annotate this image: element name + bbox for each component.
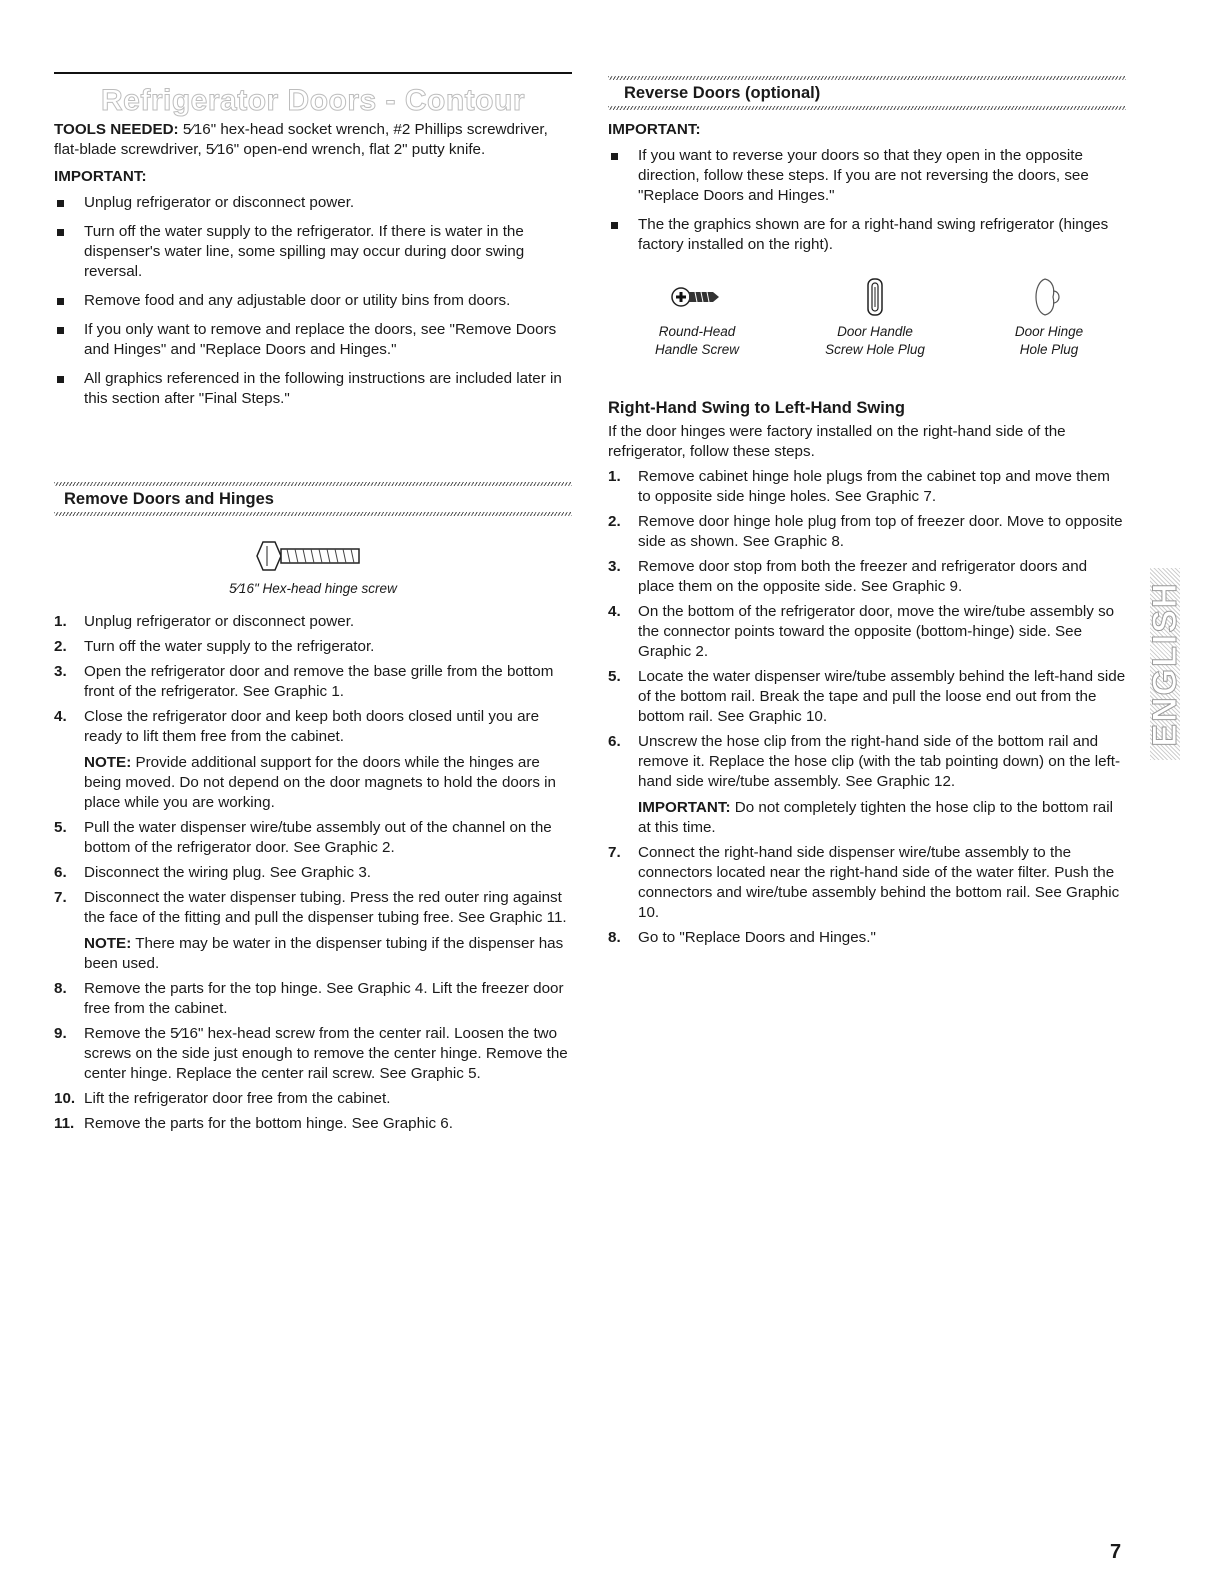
part-door-handle-plug: Door Handle Screw Hole Plug bbox=[800, 275, 950, 359]
step-text: Locate the water dispenser wire/tube assembly behind the left-hand side of the bottom rail. Break the tape and pull the loose end out from the bottom rail. See Graphic 10. bbox=[638, 668, 1126, 725]
step-text: On the bottom of the refrigerator door, move the wire/tube assembly so the connector points toward the opposite (bottom-hinge) side. See Graphic 2. bbox=[638, 603, 1115, 660]
bullet-item: If you only want to remove and replace the doors, see "Remove Doors and Hinges" and "Replace Doors and Hinges." bbox=[54, 320, 572, 360]
step-number: 2. bbox=[54, 638, 67, 655]
reverse-bullets bbox=[608, 146, 1126, 255]
step-number: 11. bbox=[54, 1115, 75, 1132]
step-text: Disconnect the water dispenser tubing. Press the red outer ring against the face of the fitting and pull the dispenser tubing free. See Graphic 11. bbox=[84, 889, 567, 926]
step-item bbox=[54, 662, 572, 702]
top-rule bbox=[54, 72, 572, 74]
important-heading: IMPORTANT: bbox=[54, 168, 147, 185]
hatch-rule bbox=[54, 512, 572, 516]
step-item bbox=[54, 818, 572, 858]
step-number: 9. bbox=[54, 1025, 67, 1042]
step-item bbox=[54, 1114, 572, 1134]
language-tab: ENGLISH bbox=[1150, 568, 1180, 760]
step-number: 6. bbox=[54, 864, 67, 881]
part-door-hinge-plug: Door Hinge Hole Plug bbox=[974, 275, 1124, 359]
swing-steps bbox=[608, 467, 1126, 948]
step-item bbox=[608, 557, 1126, 597]
step-item bbox=[608, 732, 1126, 838]
tools-needed: TOOLS NEEDED: 5⁄16" hex-head socket wrench, #2 Phillips screwdriver, flat-blade screwdriver, 5⁄16" open-end wrench, flat 2" putty knife. bbox=[54, 121, 548, 158]
page-number: 7 bbox=[1110, 1541, 1122, 1563]
step-number: 3. bbox=[608, 558, 621, 575]
step-number: 4. bbox=[608, 603, 621, 620]
reverse-important: IMPORTANT: bbox=[608, 121, 701, 138]
step-number: 5. bbox=[54, 819, 67, 836]
round-head-screw-icon bbox=[667, 275, 727, 319]
step-text: Remove cabinet hinge hole plugs from the cabinet top and move them to opposite side hinge holes. See Graphic 7. bbox=[638, 468, 1110, 505]
step-text: Close the refrigerator door and keep both doors closed until you are ready to lift them free from the cabinet. bbox=[84, 708, 540, 745]
handle-plug-icon bbox=[845, 275, 905, 319]
swing-intro: If the door hinges were factory installed on the right-hand side of the refrigerator, follow these steps. bbox=[608, 423, 1066, 460]
step-text: Remove the parts for the bottom hinge. See Graphic 6. bbox=[84, 1115, 453, 1132]
step-text: Pull the water dispenser wire/tube assembly out of the channel on the bottom of the refrigerator door. See Graphic 2. bbox=[84, 819, 552, 856]
step-note: NOTE: There may be water in the dispenser tubing if the dispenser has been used. bbox=[84, 935, 564, 972]
screw-caption: 5⁄16" Hex-head hinge screw bbox=[229, 581, 397, 596]
hex-screw-icon bbox=[253, 538, 373, 574]
remove-steps bbox=[54, 612, 572, 1134]
bullet-item: If you want to reverse your doors so that they open in the opposite direction, follow these steps. If you are not reversing the doors, see "Replace Doors and Hinges." bbox=[608, 146, 1126, 206]
step-item bbox=[608, 467, 1126, 507]
step-text: Unplug refrigerator or disconnect power. bbox=[84, 613, 355, 630]
bullet-item: The the graphics shown are for a right-hand swing refrigerator (hinges factory installed on the right). bbox=[608, 215, 1126, 255]
step-item bbox=[54, 863, 572, 883]
step-item bbox=[54, 888, 572, 974]
step-number: 1. bbox=[54, 613, 67, 630]
step-item bbox=[54, 1024, 572, 1084]
step-number: 1. bbox=[608, 468, 621, 485]
parts-figure bbox=[608, 275, 1126, 375]
step-item bbox=[54, 612, 572, 632]
swing-heading: Right-Hand Swing to Left-Hand Swing bbox=[608, 399, 905, 417]
step-number: 6. bbox=[608, 733, 621, 750]
step-text: Lift the refrigerator door free from the cabinet. bbox=[84, 1090, 391, 1107]
step-text: Remove door hinge hole plug from top of freezer door. Move to opposite side as shown. See Graphic 8. bbox=[638, 513, 1123, 550]
step-number: 2. bbox=[608, 513, 621, 530]
part-round-head-screw: Round-Head Handle Screw bbox=[622, 275, 772, 359]
important-list bbox=[54, 193, 572, 409]
step-text: Unscrew the hose clip from the right-hand side of the bottom rail and remove it. Replace the hose clip (with the tab pointing down) on the left-hand side wire/tube assembly. See Graphic 12. bbox=[638, 733, 1121, 790]
step-item bbox=[54, 707, 572, 813]
bullet-item: Turn off the water supply to the refrigerator. If there is water in the dispenser's water line, some spilling may occur during door swing reversal. bbox=[54, 222, 572, 282]
step-number: 8. bbox=[608, 929, 621, 946]
step-note: IMPORTANT: Do not completely tighten the hose clip to the bottom rail at this time. bbox=[638, 799, 1113, 836]
step-item bbox=[608, 512, 1126, 552]
hinge-plug-icon bbox=[1019, 275, 1079, 319]
step-text: Remove the 5⁄16" hex-head screw from the center rail. Loosen the two screws on the side just enough to remove the center hinge. Remove the center hinge. Replace the center rail screw. See Graphic 5. bbox=[84, 1025, 568, 1082]
step-note: NOTE: Provide additional support for the doors while the hinges are being moved. Do not depend on the door magnets to hold the doors in place while you are working. bbox=[84, 754, 556, 811]
remove-heading: Remove Doors and Hinges bbox=[64, 490, 274, 508]
hatch-rule bbox=[608, 106, 1126, 110]
page-title: Refrigerator Doors - Contour bbox=[100, 84, 525, 117]
step-text: Remove the parts for the top hinge. See Graphic 4. Lift the freezer door free from the cabinet. bbox=[84, 980, 564, 1017]
step-text: Turn off the water supply to the refrigerator. bbox=[84, 638, 375, 655]
step-number: 4. bbox=[54, 708, 67, 725]
step-item bbox=[608, 667, 1126, 727]
step-number: 7. bbox=[54, 889, 67, 906]
step-number: 10. bbox=[54, 1090, 76, 1107]
bullet-item: Unplug refrigerator or disconnect power. bbox=[54, 193, 572, 213]
step-item bbox=[608, 928, 1126, 948]
reverse-section bbox=[608, 76, 1126, 953]
step-text: Remove door stop from both the freezer and refrigerator doors and place them on the opposite side. See Graphic 9. bbox=[638, 558, 1088, 595]
remove-section bbox=[54, 482, 572, 1139]
step-number: 8. bbox=[54, 980, 67, 997]
step-text: Connect the right-hand side dispenser wire/tube assembly to the connectors located near the right-hand side of the water filter. Push the connectors and wire/tube assembly behind the bottom rail. See Graphic 10. bbox=[638, 844, 1120, 921]
step-item bbox=[54, 637, 572, 657]
reverse-heading: Reverse Doors (optional) bbox=[624, 84, 821, 102]
hinge-screw-figure bbox=[54, 538, 572, 598]
step-number: 5. bbox=[608, 668, 621, 685]
step-number: 7. bbox=[608, 844, 621, 861]
bullet-item: Remove food and any adjustable door or utility bins from doors. bbox=[54, 291, 572, 311]
step-item bbox=[54, 1089, 572, 1109]
step-text: Disconnect the wiring plug. See Graphic 3. bbox=[84, 864, 372, 881]
step-text: Open the refrigerator door and remove the base grille from the bottom front of the refrigerator. See Graphic 1. bbox=[84, 663, 554, 700]
step-number: 3. bbox=[54, 663, 67, 680]
step-item bbox=[608, 843, 1126, 923]
step-item bbox=[608, 602, 1126, 662]
bullet-item: All graphics referenced in the following instructions are included later in this section after "Final Steps." bbox=[54, 369, 572, 409]
step-text: Go to "Replace Doors and Hinges." bbox=[638, 929, 876, 946]
step-item bbox=[54, 979, 572, 1019]
